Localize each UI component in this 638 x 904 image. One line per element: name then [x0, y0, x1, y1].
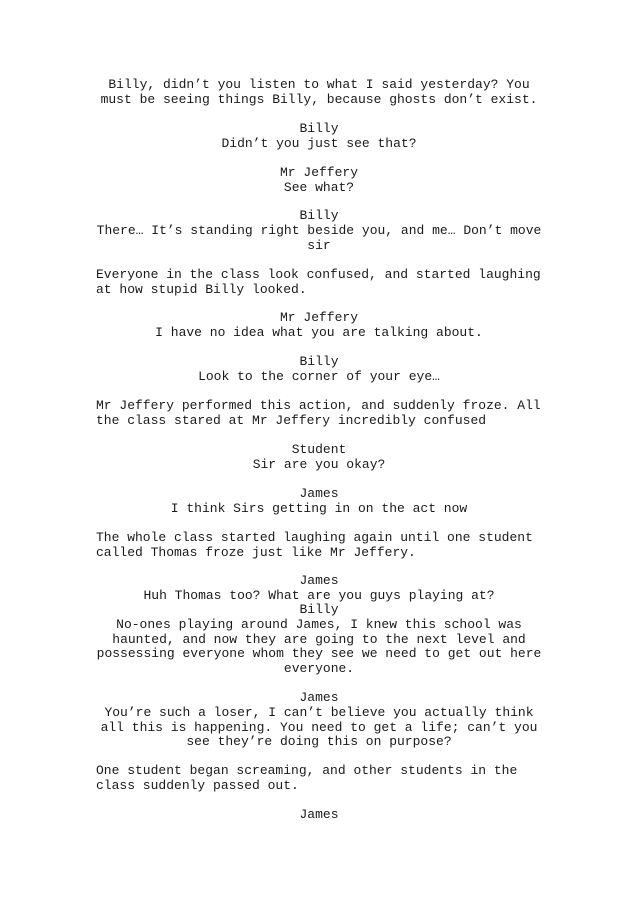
dialogue-line: haunted, and now they are going to the next level and — [112, 631, 526, 647]
dialogue — [96, 181, 542, 196]
dialogue-line: sir — [307, 237, 331, 253]
action-line: The whole class started laughing again until one student — [96, 530, 533, 545]
character-name-text: Billy — [299, 354, 339, 369]
character-name — [96, 487, 542, 502]
action-line: Mr Jeffery performed this action, and suddenly froze. All — [96, 398, 541, 413]
character-name — [96, 355, 542, 370]
character-name-text: Billy — [299, 121, 339, 136]
dialogue-line: everyone. — [283, 660, 355, 676]
character-name-text: James — [299, 690, 339, 705]
dialogue-line: Sir are you okay? — [252, 457, 386, 472]
dialogue-line: You’re such a loser, I can’t believe you actually think — [104, 705, 534, 720]
character-name-text: Billy — [299, 602, 339, 617]
dialogue — [96, 137, 542, 152]
dialogue-line: No-ones playing around James, I knew this school was — [116, 617, 522, 632]
action-line: the class stared at Mr Jeffery incredibly confused — [96, 412, 487, 428]
dialogue-line: See what? — [283, 180, 355, 195]
action-line: called Thomas froze just like Mr Jeffery. — [96, 544, 416, 560]
dialogue — [96, 326, 542, 341]
dialogue-line: must be seeing things Billy, because ghosts don’t exist. — [100, 91, 538, 107]
dialogue — [96, 224, 542, 253]
character-name — [96, 691, 542, 706]
character-name-text: Mr Jeffery — [279, 165, 358, 180]
character-name — [96, 603, 542, 618]
action — [96, 531, 542, 560]
dialogue — [96, 706, 542, 750]
action-line: at how stupid Billy looked. — [96, 281, 307, 297]
character-name-text: James — [299, 807, 339, 822]
dialogue-line: Look to the corner of your eye… — [198, 369, 440, 384]
character-name — [96, 443, 542, 458]
action — [96, 268, 542, 297]
dialogue-line: I have no idea what you are talking about. — [155, 325, 483, 340]
character-name — [96, 808, 542, 823]
action-line: Everyone in the class look confused, and started laughing — [96, 267, 541, 282]
character-name-text: James — [299, 486, 339, 501]
character-name — [96, 311, 542, 326]
dialogue — [96, 458, 542, 473]
dialogue-line: Billy, didn’t you listen to what I said yesterday? You — [108, 77, 530, 92]
action-line: class suddenly passed out. — [96, 777, 299, 793]
character-name — [96, 122, 542, 137]
dialogue-line: There… It’s standing right beside you, and me… Don’t move — [96, 223, 542, 238]
dialogue — [96, 618, 542, 676]
character-name — [96, 574, 542, 589]
dialogue-line: Huh Thomas too? What are you guys playing at? — [143, 588, 495, 603]
character-name-text: James — [299, 573, 339, 588]
dialogue — [96, 78, 542, 107]
dialogue-line: see they’re doing this on purpose? — [186, 734, 452, 749]
dialogue — [96, 502, 542, 517]
character-name — [96, 209, 542, 224]
dialogue-line: all this is happening. You need to get a life; can’t you — [100, 719, 538, 735]
character-name-text: Student — [291, 442, 347, 457]
character-name-text: Billy — [299, 208, 339, 223]
dialogue — [96, 370, 542, 385]
character-name-text: Mr Jeffery — [279, 310, 358, 325]
dialogue-line: I think Sirs getting in on the act now — [170, 501, 468, 516]
dialogue-line: possessing everyone whom they see we need to get out here — [96, 646, 542, 661]
action-line: One student began screaming, and other students in the — [96, 763, 518, 778]
action — [96, 399, 542, 428]
character-name — [96, 166, 542, 181]
action — [96, 764, 542, 793]
dialogue-line: Didn’t you just see that? — [221, 136, 417, 151]
